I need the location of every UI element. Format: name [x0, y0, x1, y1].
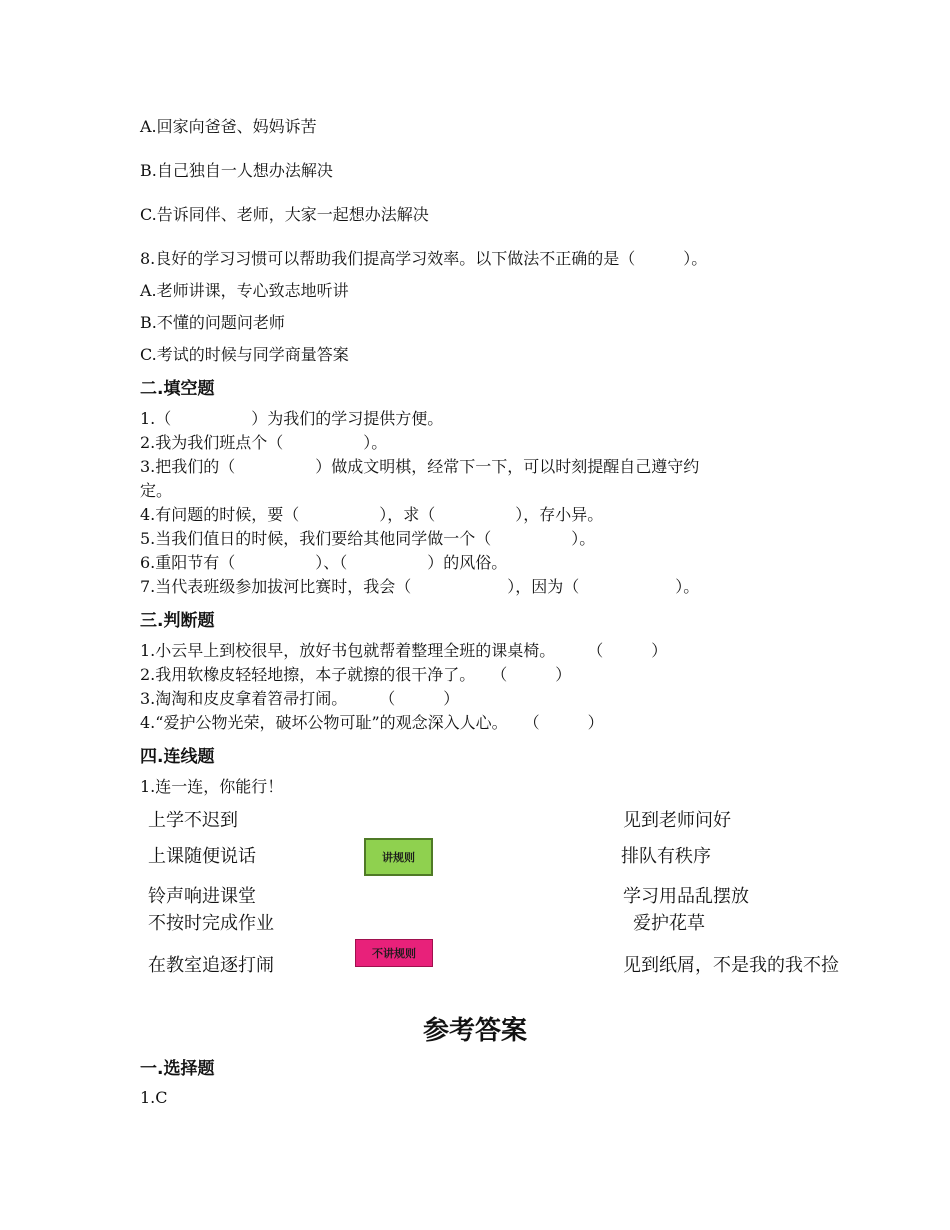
true-false-item: 1.小云早上到校很早，放好书包就帮着整理全班的课桌椅。 （ ）: [140, 641, 668, 660]
q7-option-b: B.自己独自一人想办法解决: [140, 161, 333, 180]
matching-left-item: 上课随便说话: [148, 846, 256, 867]
fill-blank-item: 4.有问题的时候，要（ ），求（ ），存小异。: [140, 505, 604, 524]
answer-item: 1.C: [140, 1088, 168, 1107]
section-title-fill-blank: 二.填空题: [140, 379, 215, 399]
answer-section-title: 一.选择题: [140, 1059, 215, 1079]
fill-blank-item: 5.当我们值日的时候，我们要给其他同学做一个（ ）。: [140, 529, 596, 548]
matching-right-item: 排队有秩序: [621, 846, 711, 867]
matching-left-item: 在教室追逐打闹: [148, 955, 274, 976]
fill-blank-item: 2.我为我们班点个（ ）。: [140, 433, 388, 452]
matching-left-item: 上学不迟到: [148, 810, 238, 831]
true-false-item: 4.“爱护公物光荣，破坏公物可耻”的观念深入人心。 （ ）: [140, 713, 604, 732]
q7-option-a: A.回家向爸爸、妈妈诉苦: [140, 117, 317, 136]
q7-option-c: C.告诉同伴、老师，大家一起想办法解决: [140, 205, 429, 224]
true-false-item: 2.我用软橡皮轻轻地擦，本子就擦的很干净了。 （ ）: [140, 665, 572, 684]
matching-right-item: 学习用品乱摆放: [623, 886, 749, 907]
matching-right-item: 见到纸屑，不是我的我不捡: [623, 955, 839, 976]
section-title-true-false: 三.判断题: [140, 611, 215, 631]
fill-blank-item: 3.把我们的（ ）做成文明棋，经常下一下，可以时刻提醒自己遵守约: [140, 457, 700, 476]
true-false-item: 3.淘淘和皮皮拿着笤帚打闹。 （ ）: [140, 689, 460, 708]
q8-stem: 8.良好的学习习惯可以帮助我们提高学习效率。以下做法不正确的是（ ）。: [140, 249, 708, 268]
tag-break-rules: 不讲规则: [355, 939, 433, 967]
matching-left-item: 铃声响进课堂: [148, 886, 256, 907]
fill-blank-item: 7.当代表班级参加拔河比赛时，我会（ ），因为（ ）。: [140, 577, 700, 596]
fill-blank-item: 6.重阳节有（ ）、（ ）的风俗。: [140, 553, 508, 572]
section-title-matching: 四.连线题: [140, 747, 215, 767]
answer-key-title: 参考答案: [422, 1016, 527, 1046]
q8-option-c: C.考试的时候与同学商量答案: [140, 345, 349, 364]
q8-option-b: B.不懂的问题问老师: [140, 313, 285, 332]
fill-blank-item: 1.（ ）为我们的学习提供方便。: [140, 409, 444, 428]
q8-option-a: A.老师讲课，专心致志地听讲: [140, 281, 349, 300]
tag-follow-rules: 讲规则: [364, 838, 433, 876]
fill-blank-item: 定。: [140, 481, 173, 500]
matching-right-item: 见到老师问好: [623, 810, 731, 831]
matching-right-item: 爱护花草: [633, 913, 705, 934]
matching-left-item: 不按时完成作业: [148, 913, 274, 934]
matching-prompt: 1.连一连，你能行！: [140, 777, 284, 796]
